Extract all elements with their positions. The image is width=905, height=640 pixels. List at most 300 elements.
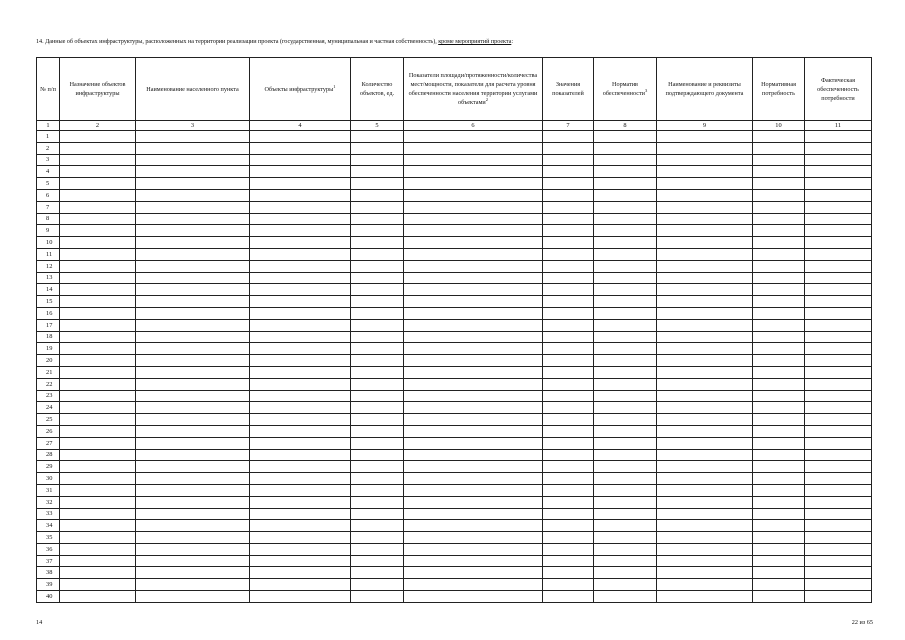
table-cell[interactable] (753, 225, 805, 237)
table-cell[interactable] (136, 425, 250, 437)
table-cell[interactable] (753, 142, 805, 154)
table-cell[interactable] (250, 425, 351, 437)
table-cell[interactable] (543, 166, 594, 178)
table-cell[interactable] (805, 154, 872, 166)
table-cell[interactable] (404, 532, 543, 544)
table-cell[interactable] (543, 555, 594, 567)
table-cell[interactable] (543, 496, 594, 508)
table-cell[interactable] (657, 366, 753, 378)
table-cell[interactable] (351, 543, 404, 555)
table-cell[interactable] (136, 331, 250, 343)
table-cell[interactable] (60, 496, 136, 508)
table-cell[interactable] (250, 178, 351, 190)
table-cell[interactable] (250, 248, 351, 260)
table-cell[interactable] (805, 296, 872, 308)
table-cell[interactable] (136, 225, 250, 237)
table-cell[interactable] (657, 567, 753, 579)
table-cell[interactable] (404, 355, 543, 367)
table-cell[interactable] (753, 248, 805, 260)
table-cell[interactable] (250, 319, 351, 331)
table-cell[interactable] (60, 284, 136, 296)
table-cell[interactable] (805, 131, 872, 143)
table-cell[interactable] (136, 237, 250, 249)
table-cell[interactable] (351, 484, 404, 496)
table-cell[interactable] (805, 437, 872, 449)
table-cell[interactable] (753, 213, 805, 225)
table-cell[interactable] (543, 178, 594, 190)
table-cell[interactable] (657, 272, 753, 284)
table-cell[interactable] (543, 567, 594, 579)
table-cell[interactable] (250, 473, 351, 485)
table-cell[interactable] (753, 378, 805, 390)
table-cell[interactable] (753, 284, 805, 296)
table-cell[interactable] (60, 331, 136, 343)
table-cell[interactable] (404, 296, 543, 308)
table-cell[interactable] (250, 496, 351, 508)
table-cell[interactable] (594, 296, 657, 308)
table-cell[interactable] (250, 260, 351, 272)
table-cell[interactable] (136, 366, 250, 378)
table-cell[interactable] (805, 508, 872, 520)
table-cell[interactable] (594, 154, 657, 166)
table-cell[interactable] (594, 319, 657, 331)
table-cell[interactable] (657, 543, 753, 555)
table-cell[interactable] (543, 425, 594, 437)
table-cell[interactable] (351, 131, 404, 143)
table-cell[interactable] (753, 437, 805, 449)
table-cell[interactable] (136, 378, 250, 390)
table-cell[interactable] (136, 213, 250, 225)
table-cell[interactable] (60, 154, 136, 166)
table-cell[interactable] (543, 402, 594, 414)
table-cell[interactable] (136, 449, 250, 461)
table-cell[interactable] (594, 225, 657, 237)
table-cell[interactable] (657, 154, 753, 166)
table-cell[interactable] (351, 532, 404, 544)
table-cell[interactable] (136, 189, 250, 201)
table-cell[interactable] (805, 366, 872, 378)
table-cell[interactable] (805, 272, 872, 284)
table-cell[interactable] (805, 555, 872, 567)
table-cell[interactable] (351, 213, 404, 225)
table-cell[interactable] (136, 414, 250, 426)
table-cell[interactable] (805, 307, 872, 319)
table-cell[interactable] (594, 579, 657, 591)
table-cell[interactable] (136, 355, 250, 367)
table-cell[interactable] (60, 579, 136, 591)
table-cell[interactable] (543, 508, 594, 520)
table-cell[interactable] (404, 225, 543, 237)
table-cell[interactable] (805, 425, 872, 437)
table-cell[interactable] (543, 366, 594, 378)
table-cell[interactable] (543, 520, 594, 532)
table-cell[interactable] (594, 260, 657, 272)
table-cell[interactable] (60, 532, 136, 544)
table-cell[interactable] (543, 543, 594, 555)
table-cell[interactable] (753, 343, 805, 355)
table-cell[interactable] (805, 414, 872, 426)
table-cell[interactable] (753, 296, 805, 308)
table-cell[interactable] (805, 496, 872, 508)
table-cell[interactable] (404, 189, 543, 201)
table-cell[interactable] (657, 248, 753, 260)
table-cell[interactable] (594, 189, 657, 201)
table-cell[interactable] (753, 520, 805, 532)
table-cell[interactable] (404, 378, 543, 390)
table-cell[interactable] (136, 131, 250, 143)
table-cell[interactable] (404, 473, 543, 485)
table-cell[interactable] (753, 166, 805, 178)
table-cell[interactable] (657, 178, 753, 190)
table-cell[interactable] (805, 484, 872, 496)
table-cell[interactable] (594, 591, 657, 603)
table-cell[interactable] (250, 555, 351, 567)
table-cell[interactable] (404, 437, 543, 449)
table-cell[interactable] (657, 142, 753, 154)
table-cell[interactable] (543, 414, 594, 426)
table-cell[interactable] (404, 201, 543, 213)
table-cell[interactable] (250, 154, 351, 166)
table-cell[interactable] (60, 508, 136, 520)
table-cell[interactable] (404, 390, 543, 402)
table-cell[interactable] (753, 425, 805, 437)
table-cell[interactable] (594, 484, 657, 496)
table-cell[interactable] (60, 390, 136, 402)
table-cell[interactable] (753, 402, 805, 414)
table-cell[interactable] (657, 579, 753, 591)
table-cell[interactable] (351, 378, 404, 390)
table-cell[interactable] (60, 213, 136, 225)
table-cell[interactable] (250, 213, 351, 225)
table-cell[interactable] (351, 307, 404, 319)
table-cell[interactable] (250, 591, 351, 603)
table-cell[interactable] (657, 201, 753, 213)
table-cell[interactable] (351, 272, 404, 284)
table-cell[interactable] (805, 178, 872, 190)
table-cell[interactable] (351, 366, 404, 378)
table-cell[interactable] (136, 520, 250, 532)
table-cell[interactable] (805, 166, 872, 178)
table-cell[interactable] (543, 237, 594, 249)
table-cell[interactable] (543, 532, 594, 544)
table-cell[interactable] (250, 307, 351, 319)
table-cell[interactable] (60, 425, 136, 437)
table-cell[interactable] (250, 532, 351, 544)
table-cell[interactable] (753, 567, 805, 579)
table-cell[interactable] (136, 260, 250, 272)
table-cell[interactable] (543, 248, 594, 260)
table-cell[interactable] (60, 178, 136, 190)
table-cell[interactable] (60, 543, 136, 555)
table-cell[interactable] (594, 166, 657, 178)
table-cell[interactable] (351, 319, 404, 331)
table-cell[interactable] (60, 237, 136, 249)
table-cell[interactable] (136, 473, 250, 485)
table-cell[interactable] (594, 461, 657, 473)
table-cell[interactable] (404, 248, 543, 260)
table-cell[interactable] (594, 366, 657, 378)
table-cell[interactable] (250, 131, 351, 143)
table-cell[interactable] (753, 307, 805, 319)
table-cell[interactable] (594, 473, 657, 485)
table-cell[interactable] (60, 260, 136, 272)
table-cell[interactable] (60, 296, 136, 308)
table-cell[interactable] (250, 508, 351, 520)
table-cell[interactable] (657, 355, 753, 367)
table-cell[interactable] (351, 154, 404, 166)
table-cell[interactable] (351, 414, 404, 426)
table-cell[interactable] (351, 591, 404, 603)
table-cell[interactable] (250, 355, 351, 367)
table-cell[interactable] (594, 237, 657, 249)
table-cell[interactable] (60, 520, 136, 532)
table-cell[interactable] (543, 213, 594, 225)
table-cell[interactable] (136, 390, 250, 402)
table-cell[interactable] (657, 237, 753, 249)
table-cell[interactable] (543, 484, 594, 496)
table-cell[interactable] (136, 543, 250, 555)
table-cell[interactable] (805, 237, 872, 249)
table-cell[interactable] (594, 178, 657, 190)
table-cell[interactable] (657, 496, 753, 508)
table-cell[interactable] (351, 331, 404, 343)
table-cell[interactable] (250, 402, 351, 414)
table-cell[interactable] (136, 272, 250, 284)
table-cell[interactable] (351, 142, 404, 154)
table-cell[interactable] (60, 414, 136, 426)
table-cell[interactable] (404, 272, 543, 284)
table-cell[interactable] (404, 154, 543, 166)
table-cell[interactable] (594, 543, 657, 555)
table-cell[interactable] (250, 484, 351, 496)
table-cell[interactable] (657, 532, 753, 544)
table-cell[interactable] (594, 131, 657, 143)
table-cell[interactable] (543, 319, 594, 331)
table-cell[interactable] (250, 296, 351, 308)
table-cell[interactable] (657, 331, 753, 343)
table-cell[interactable] (753, 355, 805, 367)
table-cell[interactable] (60, 142, 136, 154)
table-cell[interactable] (404, 579, 543, 591)
table-cell[interactable] (351, 437, 404, 449)
table-cell[interactable] (250, 567, 351, 579)
table-cell[interactable] (404, 496, 543, 508)
table-cell[interactable] (753, 201, 805, 213)
table-cell[interactable] (657, 213, 753, 225)
table-cell[interactable] (351, 461, 404, 473)
table-cell[interactable] (136, 461, 250, 473)
table-cell[interactable] (351, 284, 404, 296)
table-cell[interactable] (657, 284, 753, 296)
table-cell[interactable] (351, 248, 404, 260)
table-cell[interactable] (657, 296, 753, 308)
table-cell[interactable] (351, 579, 404, 591)
table-cell[interactable] (404, 366, 543, 378)
table-cell[interactable] (594, 331, 657, 343)
table-cell[interactable] (60, 555, 136, 567)
table-cell[interactable] (60, 355, 136, 367)
table-cell[interactable] (753, 496, 805, 508)
table-cell[interactable] (753, 154, 805, 166)
table-cell[interactable] (594, 307, 657, 319)
table-cell[interactable] (60, 201, 136, 213)
table-cell[interactable] (351, 449, 404, 461)
table-cell[interactable] (60, 449, 136, 461)
table-cell[interactable] (404, 284, 543, 296)
table-cell[interactable] (250, 166, 351, 178)
table-cell[interactable] (404, 319, 543, 331)
table-cell[interactable] (136, 591, 250, 603)
table-cell[interactable] (404, 414, 543, 426)
table-cell[interactable] (753, 131, 805, 143)
table-cell[interactable] (543, 378, 594, 390)
table-cell[interactable] (404, 166, 543, 178)
table-cell[interactable] (657, 307, 753, 319)
table-cell[interactable] (250, 343, 351, 355)
table-cell[interactable] (136, 201, 250, 213)
table-cell[interactable] (250, 272, 351, 284)
table-cell[interactable] (351, 343, 404, 355)
table-cell[interactable] (657, 461, 753, 473)
table-cell[interactable] (805, 543, 872, 555)
table-cell[interactable] (404, 260, 543, 272)
table-cell[interactable] (657, 378, 753, 390)
table-cell[interactable] (250, 449, 351, 461)
table-cell[interactable] (404, 402, 543, 414)
table-cell[interactable] (753, 484, 805, 496)
table-cell[interactable] (805, 449, 872, 461)
table-cell[interactable] (594, 520, 657, 532)
table-cell[interactable] (594, 272, 657, 284)
table-cell[interactable] (136, 579, 250, 591)
table-cell[interactable] (60, 567, 136, 579)
table-cell[interactable] (594, 402, 657, 414)
table-cell[interactable] (404, 449, 543, 461)
table-cell[interactable] (805, 248, 872, 260)
table-cell[interactable] (657, 260, 753, 272)
table-cell[interactable] (753, 237, 805, 249)
table-cell[interactable] (657, 166, 753, 178)
table-cell[interactable] (250, 579, 351, 591)
table-cell[interactable] (594, 437, 657, 449)
table-cell[interactable] (60, 473, 136, 485)
table-cell[interactable] (60, 131, 136, 143)
table-cell[interactable] (60, 272, 136, 284)
table-cell[interactable] (250, 461, 351, 473)
table-cell[interactable] (657, 473, 753, 485)
table-cell[interactable] (404, 213, 543, 225)
table-cell[interactable] (657, 591, 753, 603)
table-cell[interactable] (657, 437, 753, 449)
table-cell[interactable] (351, 296, 404, 308)
table-cell[interactable] (136, 319, 250, 331)
table-cell[interactable] (351, 473, 404, 485)
table-cell[interactable] (404, 307, 543, 319)
table-cell[interactable] (543, 142, 594, 154)
table-cell[interactable] (404, 425, 543, 437)
table-cell[interactable] (543, 390, 594, 402)
table-cell[interactable] (404, 331, 543, 343)
table-cell[interactable] (805, 520, 872, 532)
table-cell[interactable] (753, 178, 805, 190)
table-cell[interactable] (404, 343, 543, 355)
table-cell[interactable] (404, 567, 543, 579)
table-cell[interactable] (594, 532, 657, 544)
table-cell[interactable] (805, 579, 872, 591)
table-cell[interactable] (60, 343, 136, 355)
table-cell[interactable] (805, 532, 872, 544)
table-cell[interactable] (657, 402, 753, 414)
table-cell[interactable] (753, 555, 805, 567)
table-cell[interactable] (753, 319, 805, 331)
table-cell[interactable] (594, 496, 657, 508)
table-cell[interactable] (543, 284, 594, 296)
table-cell[interactable] (805, 331, 872, 343)
table-cell[interactable] (805, 591, 872, 603)
table-cell[interactable] (657, 225, 753, 237)
table-cell[interactable] (805, 355, 872, 367)
table-cell[interactable] (805, 402, 872, 414)
table-cell[interactable] (657, 484, 753, 496)
table-cell[interactable] (753, 532, 805, 544)
table-cell[interactable] (250, 414, 351, 426)
table-cell[interactable] (805, 189, 872, 201)
table-cell[interactable] (60, 248, 136, 260)
table-cell[interactable] (753, 508, 805, 520)
table-cell[interactable] (250, 237, 351, 249)
table-cell[interactable] (543, 591, 594, 603)
table-cell[interactable] (250, 331, 351, 343)
table-cell[interactable] (657, 414, 753, 426)
table-cell[interactable] (250, 366, 351, 378)
table-cell[interactable] (805, 225, 872, 237)
table-cell[interactable] (594, 284, 657, 296)
table-cell[interactable] (805, 213, 872, 225)
table-cell[interactable] (136, 284, 250, 296)
table-cell[interactable] (250, 437, 351, 449)
table-cell[interactable] (351, 355, 404, 367)
table-cell[interactable] (60, 402, 136, 414)
table-cell[interactable] (60, 484, 136, 496)
table-cell[interactable] (404, 461, 543, 473)
table-cell[interactable] (60, 591, 136, 603)
table-cell[interactable] (404, 520, 543, 532)
table-cell[interactable] (404, 508, 543, 520)
table-cell[interactable] (657, 508, 753, 520)
table-cell[interactable] (594, 425, 657, 437)
table-cell[interactable] (543, 579, 594, 591)
table-cell[interactable] (594, 414, 657, 426)
table-cell[interactable] (543, 260, 594, 272)
table-cell[interactable] (594, 142, 657, 154)
table-cell[interactable] (351, 237, 404, 249)
table-cell[interactable] (805, 319, 872, 331)
table-cell[interactable] (805, 284, 872, 296)
table-cell[interactable] (136, 532, 250, 544)
table-cell[interactable] (594, 555, 657, 567)
table-cell[interactable] (594, 355, 657, 367)
table-cell[interactable] (136, 437, 250, 449)
table-cell[interactable] (657, 189, 753, 201)
table-cell[interactable] (136, 508, 250, 520)
table-cell[interactable] (543, 307, 594, 319)
table-cell[interactable] (136, 178, 250, 190)
table-cell[interactable] (351, 225, 404, 237)
table-cell[interactable] (543, 272, 594, 284)
table-cell[interactable] (60, 366, 136, 378)
table-cell[interactable] (404, 543, 543, 555)
table-cell[interactable] (657, 343, 753, 355)
